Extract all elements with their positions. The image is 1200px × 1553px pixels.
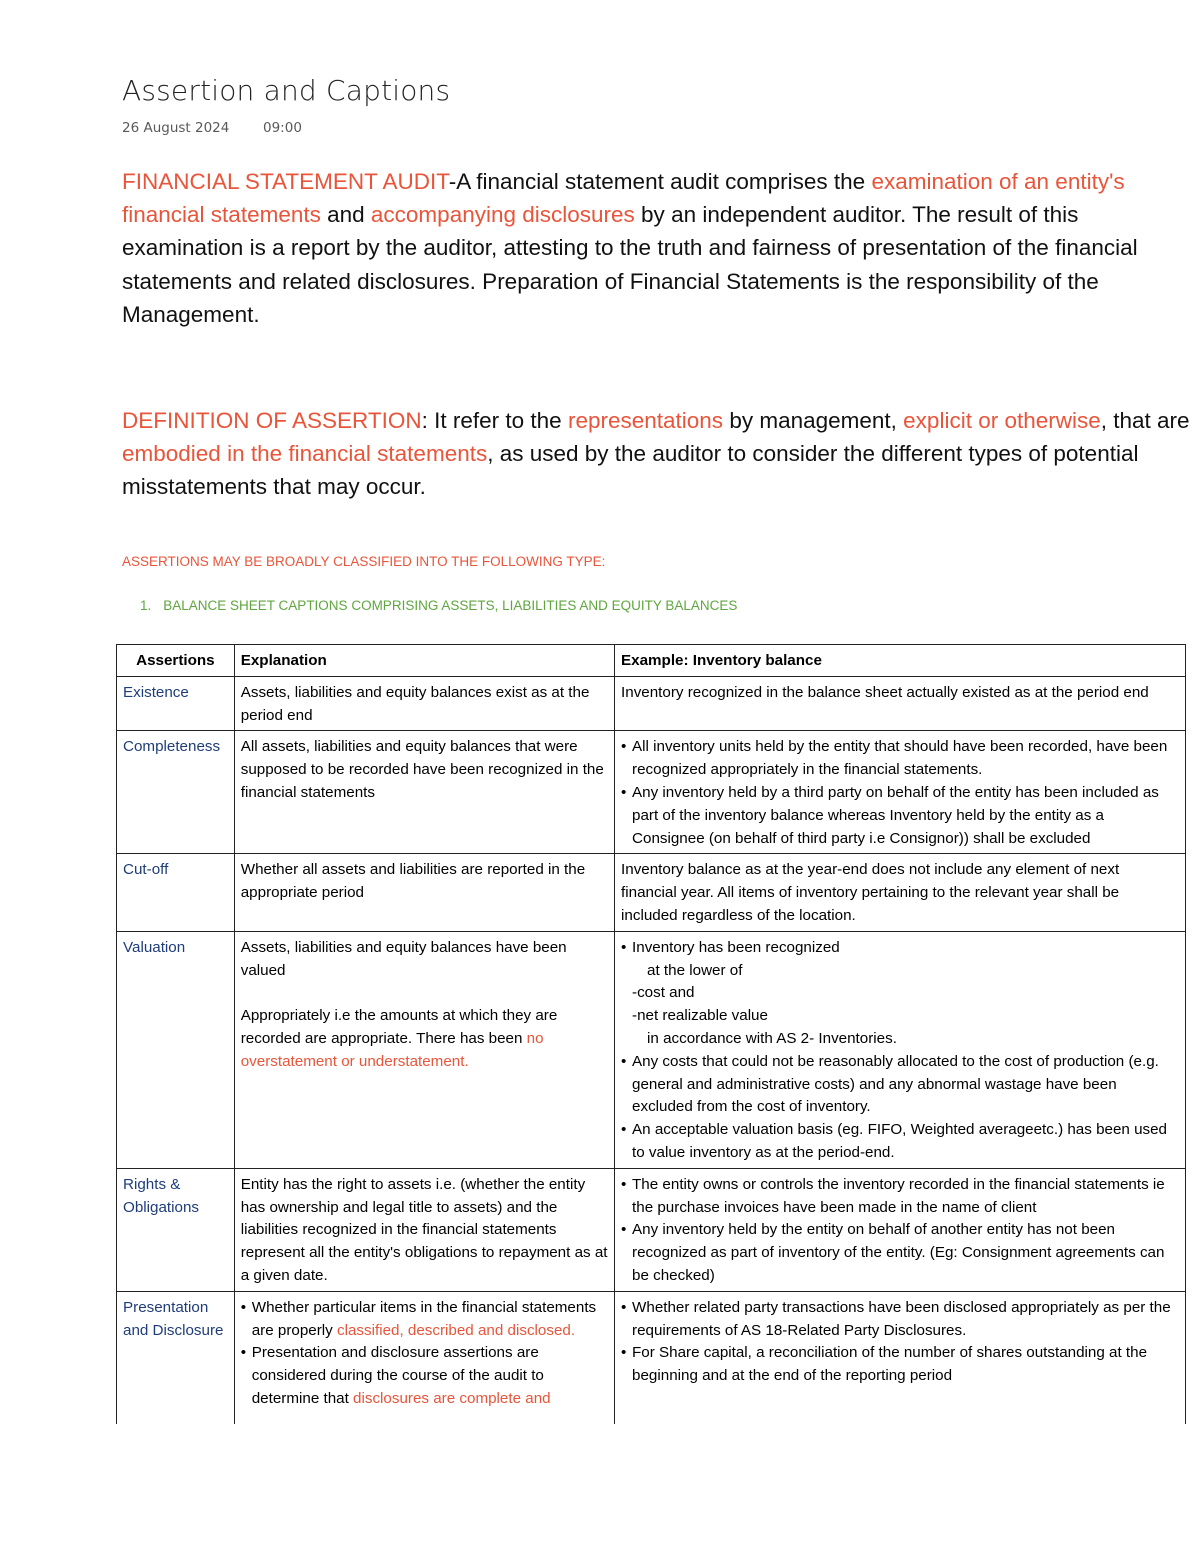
table-row: [117, 1168, 1186, 1291]
explanation-valuation: [234, 931, 614, 1168]
assertion-rights: Rights & Obligations: [117, 1168, 235, 1291]
list-item: • Whether related party transactions have been disclosed appropriately as per the requirements of AS 18-Related Party Disclosures.: [621, 1297, 1179, 1343]
table-row: [117, 731, 1186, 854]
presentation-explanation-1: Whether particular items in the financial statements are properly: [251, 1298, 597, 1339]
explanation-rights: Entity has the right to assets i.e. (whether the entity has ownership and legal title to assets) and the liabilities recognized in the financial statements represent all the entity's obligations to repayment as at a given date.: [234, 1168, 614, 1291]
assertions-table: [116, 644, 1186, 1424]
header-example: Example: Inventory balance: [615, 645, 1186, 677]
definition-highlight-3: embodied in the financial statements: [122, 441, 488, 467]
definition-text-1: : It refer to the: [421, 408, 568, 433]
example-existence: Inventory recognized in the balance sheet actually existed as at the period end: [615, 676, 1186, 731]
list-text: BALANCE SHEET CAPTIONS COMPRISING ASSETS, LIABILITIES AND EQUITY BALANCES: [163, 598, 738, 613]
page-date: 26 August 2024: [122, 120, 230, 136]
assertion-completeness: Completeness: [117, 731, 235, 854]
table-row: [117, 676, 1186, 731]
definition-text-4: , as used by the auditor to consider the different types of potential misstatements that may occur.: [122, 441, 1139, 500]
valuation-example-1b: -cost and: [632, 984, 695, 1002]
valuation-example-1a: at the lower of: [647, 961, 743, 979]
classification-heading: ASSERTIONS MAY BE BROADLY CLASSIFIED INTO THE FOLLOWING TYPE:: [122, 554, 606, 569]
explanation-existence: Assets, liabilities and equity balances exist as at the period end: [234, 676, 614, 731]
header-assertions: Assertions: [117, 645, 235, 677]
example-presentation: [615, 1291, 1186, 1424]
example-valuation: [615, 931, 1186, 1168]
audit-text-1: -A financial statement audit comprises the: [448, 169, 872, 194]
list-item: • An acceptable valuation basis (eg. FIFO, Weighted averageetc.) has been used to value inventory as at the period-end.: [621, 1119, 1179, 1165]
definition-text-3: , that are: [1100, 408, 1190, 433]
valuation-example-1: • Inventory has been recognized: [632, 938, 840, 956]
list-item: [621, 937, 1179, 1051]
table-header-row: [117, 645, 1186, 677]
assertion-valuation: Valuation: [117, 931, 235, 1168]
definition-highlight-2: explicit or otherwise: [903, 408, 1101, 433]
table-row: [117, 931, 1186, 1168]
explanation-completeness: All assets, liabilities and equity balances that were supposed to be recorded have been recognized in the financial statements: [234, 731, 614, 854]
valuation-explanation-2-text: Appropriately i.e the amounts at which they are recorded are appropriate. There has been: [240, 1007, 558, 1047]
list-item: [241, 1297, 608, 1343]
list-item: • Any costs that could not be reasonably allocated to the cost of production (e.g. general and administrative costs) and any abnormal wastage have been excluded from the cost of inventory.: [621, 1051, 1179, 1119]
list-item: • Any inventory held by a third party on behalf of the entity has been included as part of the inventory balance whereas Inventory held by the entity as a Consignee (on behalf of third party i.e Consignor)) shall be excluded: [621, 782, 1179, 850]
audit-highlight-2: accompanying disclosures: [370, 202, 635, 228]
page-title: Assertion and Captions: [122, 74, 451, 107]
definition-heading: DEFINITION OF ASSERTION: [122, 408, 422, 433]
list-item: [140, 598, 737, 613]
example-cutoff: Inventory balance as at the year-end does not include any element of next financial year. All items of inventory pertaining to the relevant year shall be included regardless of the location.: [615, 854, 1186, 931]
example-rights: [615, 1168, 1186, 1291]
list-item: • The entity owns or controls the inventory recorded in the financial statements ie the purchase invoices have been made in the name of client: [621, 1174, 1179, 1220]
explanation-presentation: [234, 1291, 614, 1424]
list-item: • For Share capital, a reconciliation of the number of shares outstanding at the beginning and at the end of the reporting period: [621, 1342, 1179, 1388]
table-row: [117, 1291, 1186, 1424]
definition-highlight-1: representations: [567, 408, 724, 433]
audit-heading: FINANCIAL STATEMENT AUDIT: [122, 169, 449, 194]
table-row: [117, 854, 1186, 931]
presentation-explanation-1-highlight: classified, described and disclosed.: [337, 1321, 576, 1339]
valuation-example-1c: -net realizable value: [632, 1007, 768, 1025]
presentation-explanation-2-highlight: disclosures are complete and: [353, 1389, 551, 1407]
assertion-presentation: Presentation and Disclosure: [117, 1291, 235, 1424]
assertion-existence: Existence: [117, 676, 235, 731]
audit-text-2: and: [320, 202, 371, 228]
list-item: [241, 1342, 608, 1410]
list-number: 1.: [140, 598, 152, 613]
valuation-explanation-highlight: no overstatement or understatement.: [240, 1029, 544, 1070]
list-item: • Any inventory held by the entity on behalf of another entity has not been recognized as part of inventory of the entity. (Eg: Consignment agreements can be checked): [621, 1219, 1179, 1287]
example-completeness: [615, 731, 1186, 854]
audit-highlight-1: examination of an entity's financial statements: [122, 169, 1125, 228]
page-time: 09:00: [263, 120, 302, 136]
explanation-cutoff: Whether all assets and liabilities are reported in the appropriate period: [234, 854, 614, 931]
assertion-cutoff: Cut-off: [117, 854, 235, 931]
audit-text-3: by an independent auditor. The result of this examination is a report by the auditor, attesting to the truth and fairness of presentation of the financial statements and related disclosures. Preparation of Financial Statements is the responsibility of the Management.: [122, 202, 1138, 327]
header-explanation: Explanation: [234, 645, 614, 677]
valuation-explanation-2: [241, 1005, 608, 1073]
list-item: • All inventory units held by the entity that should have been recorded, have been recognized appropriately in the financial statements.: [621, 736, 1179, 782]
definition-paragraph: [122, 404, 1196, 504]
valuation-explanation-1: Assets, liabilities and equity balances have been valued: [240, 938, 567, 979]
valuation-example-1d: in accordance with AS 2- Inventories.: [647, 1029, 897, 1047]
presentation-explanation-2: Presentation and disclosure assertions are considered during the course of the audit to determine that: [251, 1344, 544, 1407]
audit-paragraph: [122, 165, 1196, 331]
definition-text-2: by management,: [723, 408, 904, 433]
